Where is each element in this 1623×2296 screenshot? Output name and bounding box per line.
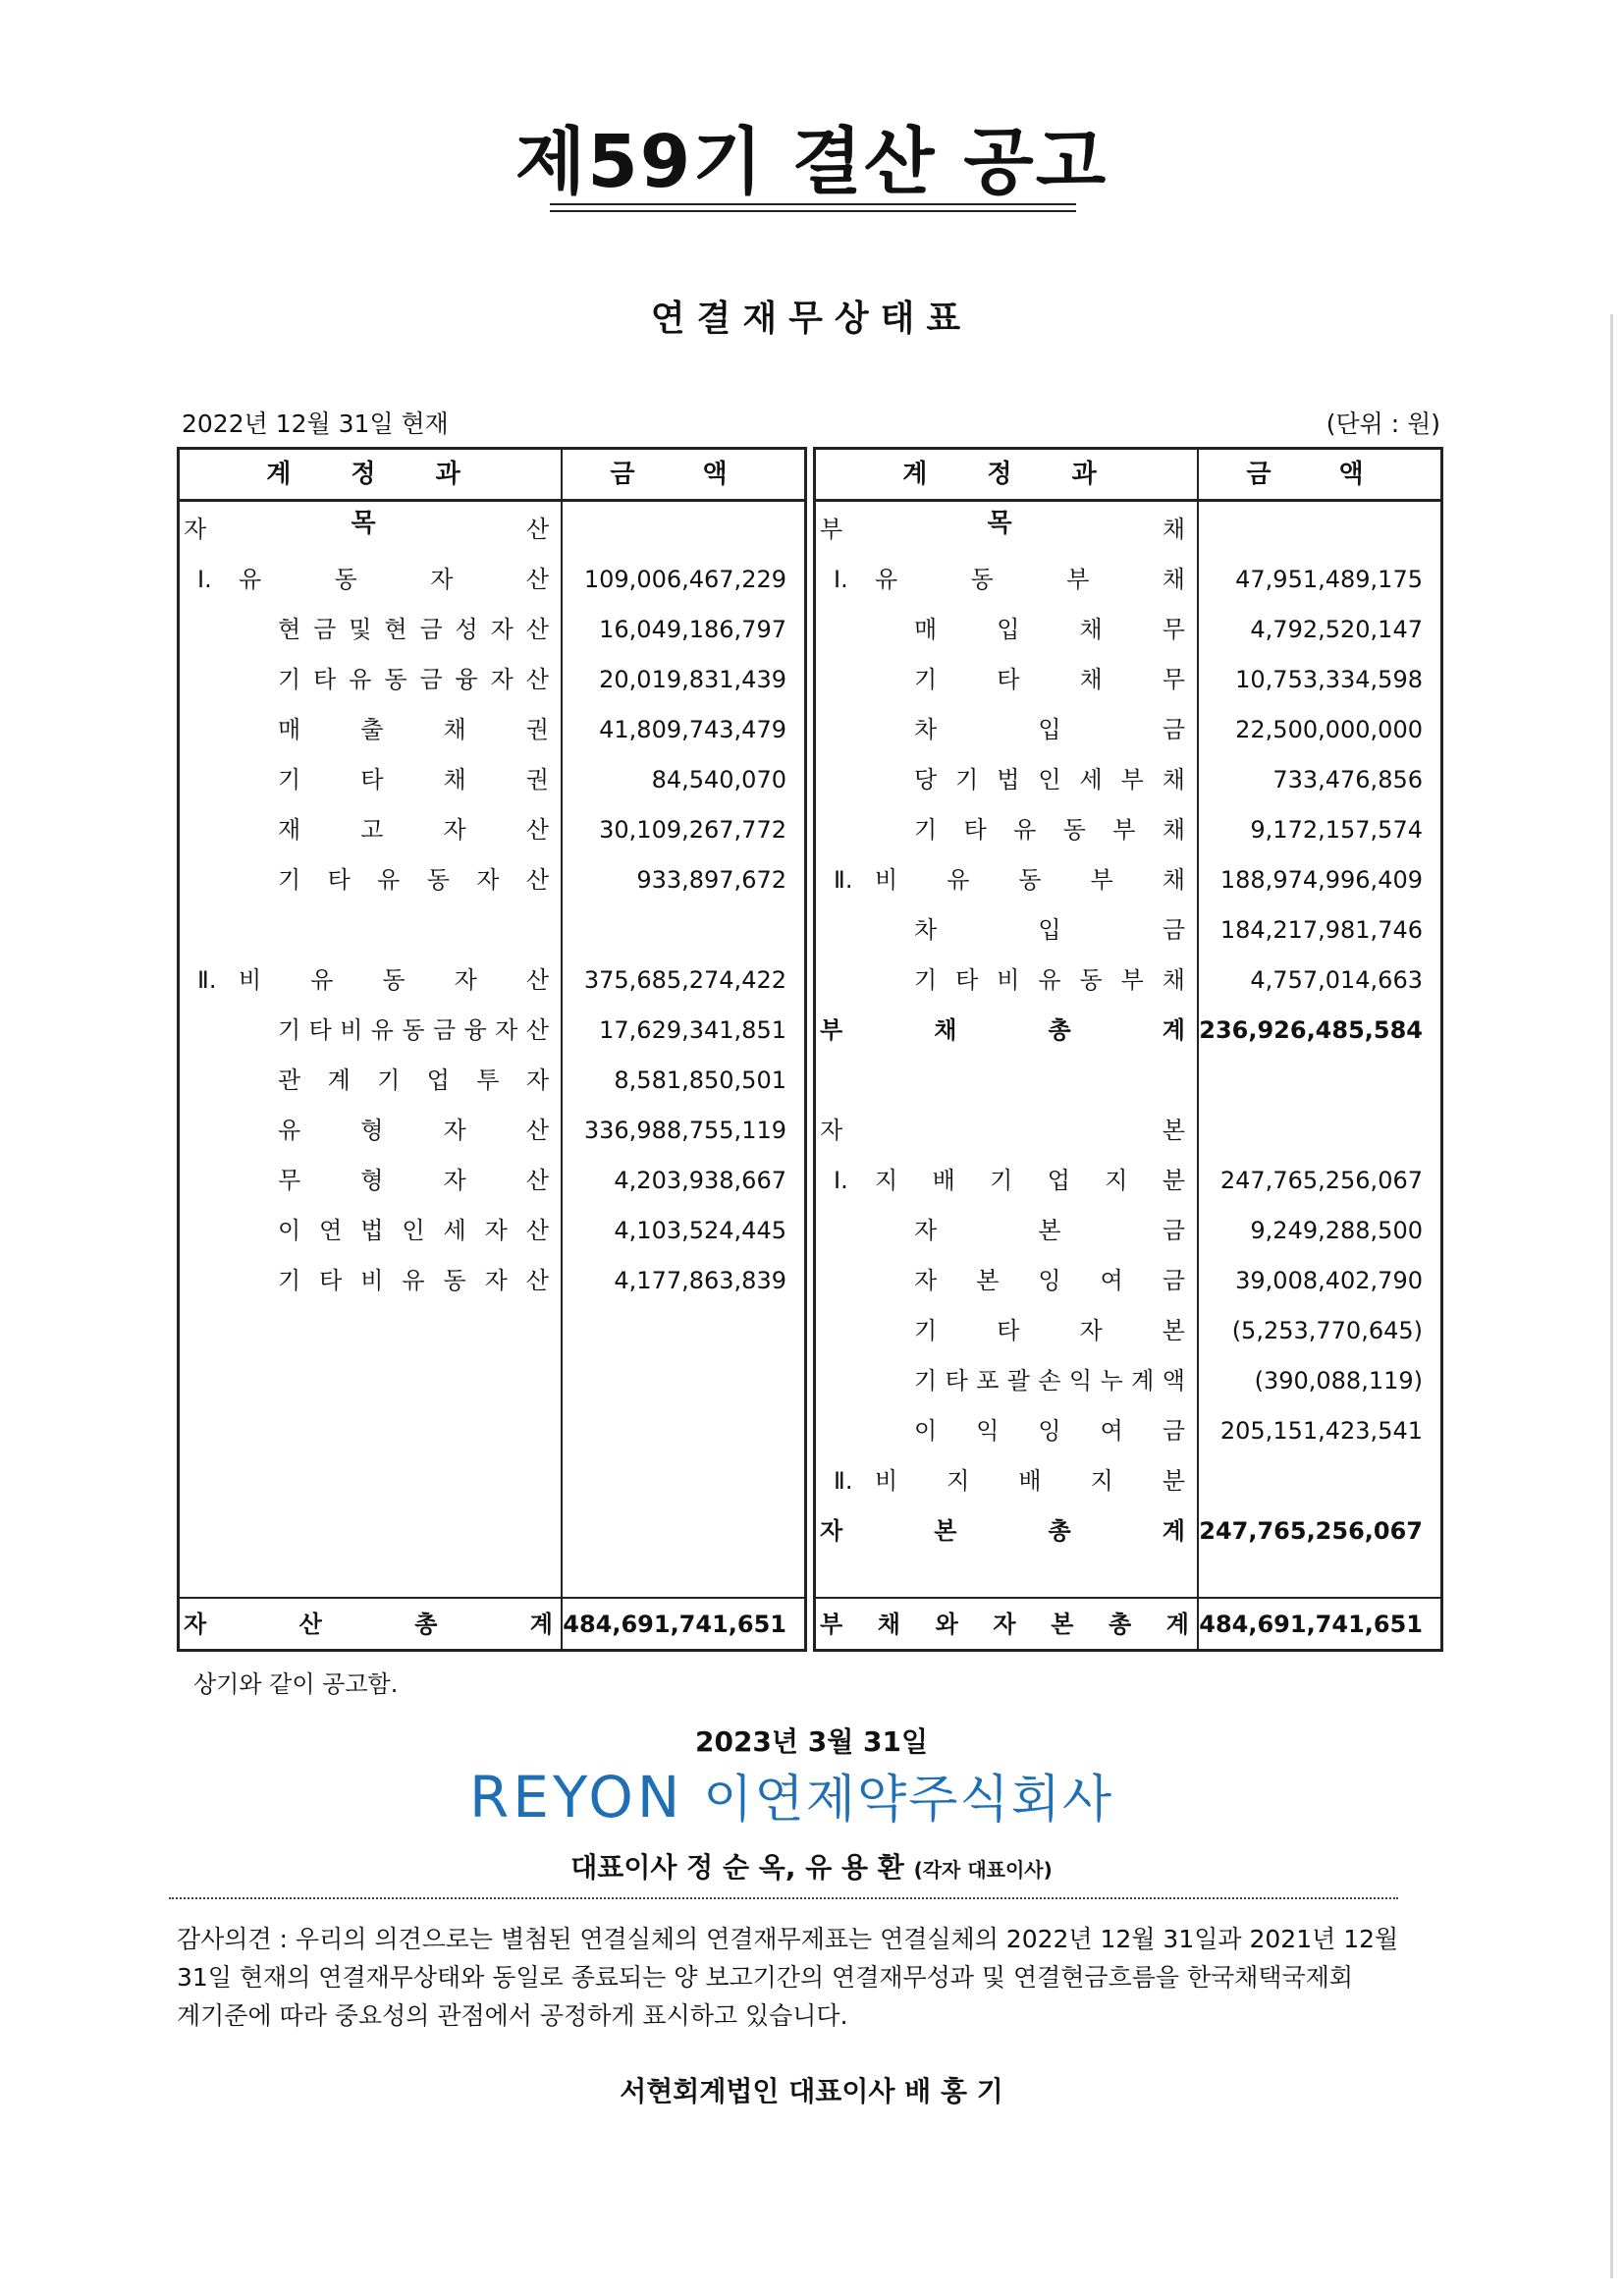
account-label: 관 계 기 업 투 자 — [278, 1066, 549, 1094]
account-label: 부 채 총 계 — [820, 1016, 1185, 1044]
account-label: 차 입 금 — [914, 716, 1185, 743]
account-label: 비 유 동 부 채 — [875, 866, 1185, 894]
account-label: 매 출 채 권 — [278, 716, 549, 743]
title-underline — [550, 203, 1076, 205]
roman-numeral: Ⅰ. — [197, 566, 212, 593]
amount-cell: 375,685,274,422 — [583, 966, 786, 994]
amount-cell: 4,203,938,667 — [614, 1167, 786, 1194]
table-row — [180, 705, 804, 755]
amount-cell: 4,792,520,147 — [1250, 616, 1423, 643]
table-row — [180, 1156, 804, 1206]
statement-title: 연결재무상태표 — [650, 299, 973, 339]
account-label: 자 본 잉 여 금 — [914, 1267, 1185, 1294]
amount-cell: 4,757,014,663 — [1250, 966, 1423, 994]
amount-cell: 39,008,402,790 — [1235, 1267, 1423, 1294]
account-label: 차 입 금 — [914, 916, 1185, 944]
amount-cell: 47,951,489,175 — [1235, 566, 1423, 593]
account-label: 유 동 부 채 — [875, 566, 1185, 593]
account-label: 무 형 자 산 — [278, 1167, 549, 1194]
total-divider — [180, 1597, 804, 1599]
amount-cell: 10,753,334,598 — [1235, 666, 1423, 693]
table-row — [180, 755, 804, 805]
account-label: 재 고 자 산 — [278, 816, 549, 844]
unit-label: (단위 : 원) — [1325, 410, 1440, 438]
ceo-note: (각자 대표이사) — [913, 1858, 1053, 1882]
amount-cell: 184,217,981,746 — [1219, 916, 1423, 944]
amount-cell: 109,006,467,229 — [583, 566, 786, 593]
amount-cell: 20,019,831,439 — [599, 666, 786, 693]
company-name: 이연제약주식회사 — [703, 1771, 1114, 1830]
table-row — [816, 1356, 1440, 1406]
account-label: 기 타 유 동 자 산 — [278, 866, 549, 894]
account-label: 부 채 — [820, 516, 1185, 543]
amount-cell: 933,897,672 — [636, 866, 786, 894]
table-row — [180, 655, 804, 705]
account-label: 자 본 총 계 — [820, 1517, 1185, 1545]
account-label: 비 지 배 지 분 — [875, 1467, 1185, 1495]
table-row — [816, 1206, 1440, 1256]
ceo-names: 대표이사 정 순 옥, 유 용 환 — [570, 1851, 904, 1884]
table-row — [816, 1256, 1440, 1306]
account-label: 기 타 유 동 부 채 — [914, 816, 1185, 844]
account-label: 매 입 채 무 — [914, 616, 1185, 643]
table-row — [816, 1106, 1440, 1156]
roman-numeral: Ⅰ. — [834, 566, 848, 593]
table-row — [816, 1306, 1440, 1356]
account-label: 기 타 비 유 동 자 산 — [278, 1267, 549, 1294]
account-label: 유 형 자 산 — [278, 1117, 549, 1144]
table-row — [816, 855, 1440, 905]
account-label: 비 유 동 자 산 — [239, 966, 549, 994]
amount-header: 금 액 — [1246, 460, 1393, 489]
table-row — [816, 605, 1440, 655]
amount-cell: 188,974,996,409 — [1219, 866, 1423, 894]
table-row — [816, 1006, 1440, 1056]
account-label: 자 산 — [184, 516, 549, 543]
table-row — [180, 805, 804, 855]
company-logo-en: REYON — [469, 1764, 684, 1831]
table-row — [180, 1256, 804, 1306]
account-label: 기 타 유 동 금 융 자 산 — [278, 666, 549, 693]
audit-opinion-line: 계기준에 따라 중요성의 관점에서 공정하게 표시하고 있습니다. — [177, 2001, 848, 2030]
table-row — [816, 1506, 1440, 1557]
account-label: 이 연 법 인 세 자 산 — [278, 1217, 549, 1244]
account-label: 기 타 자 본 — [914, 1317, 1185, 1344]
table-row — [180, 905, 804, 956]
table-row — [816, 805, 1440, 855]
account-label: 기 타 포 괄 손 익 누 계 액 — [914, 1367, 1185, 1394]
amount-cell: 4,103,524,445 — [614, 1217, 786, 1244]
roman-numeral: Ⅱ. — [834, 866, 853, 894]
amount-cell: 22,500,000,000 — [1235, 716, 1423, 743]
amount-cell: 247,765,256,067 — [1199, 1517, 1423, 1545]
table-row — [180, 1056, 804, 1106]
account-label: 자 본 금 — [914, 1217, 1185, 1244]
account-label: 기 타 비 유 동 부 채 — [914, 966, 1185, 994]
table-row — [180, 605, 804, 655]
table-row — [816, 705, 1440, 755]
liabilities-equity-total-row — [816, 1600, 1440, 1650]
roman-numeral: Ⅱ. — [834, 1467, 853, 1495]
table-row — [816, 1156, 1440, 1206]
amount-cell: 41,809,743,479 — [599, 716, 786, 743]
table-row — [816, 655, 1440, 705]
table-row — [816, 1456, 1440, 1506]
as-of-date: 2022년 12월 31일 현재 — [182, 410, 449, 438]
title-underline — [550, 210, 1076, 212]
publish-date: 2023년 3월 31일 — [694, 1725, 929, 1758]
table-row — [180, 555, 804, 605]
account-label: 기 타 채 무 — [914, 666, 1185, 693]
audit-opinion — [177, 1920, 1434, 2035]
amount-cell: 9,249,288,500 — [1250, 1217, 1423, 1244]
table-row — [816, 956, 1440, 1006]
amount-cell: 247,765,256,067 — [1219, 1167, 1423, 1194]
liabilities-equity-table — [813, 447, 1443, 1652]
amount-cell: (5,253,770,645) — [1231, 1317, 1423, 1344]
header-divider — [816, 499, 1440, 502]
amount-header: 금 액 — [610, 460, 757, 489]
page-title: 제59기 결산 공고 — [514, 120, 1109, 204]
assets-table — [177, 447, 807, 1652]
table-row — [180, 1206, 804, 1256]
company-logo — [469, 1758, 1114, 1831]
total-amount: 484,691,741,651 — [563, 1611, 786, 1638]
auditor-signature: 서현회계법인 대표이사 배 홍 기 — [620, 2075, 1003, 2107]
table-row — [180, 956, 804, 1006]
amount-cell: 9,172,157,574 — [1250, 816, 1423, 844]
total-label: 자 산 총 계 — [184, 1611, 553, 1638]
account-label: 기 타 비 유 동 금 융 자 산 — [278, 1016, 549, 1044]
dotted-separator — [169, 1897, 1398, 1899]
account-label: 당 기 법 인 세 부 채 — [914, 766, 1185, 793]
table-row — [180, 1106, 804, 1156]
table-row — [816, 755, 1440, 805]
amount-cell: 16,049,186,797 — [599, 616, 786, 643]
table-row — [816, 555, 1440, 605]
scan-edge — [1610, 314, 1613, 2278]
account-header: 계 정 과 목 — [902, 460, 1122, 538]
audit-opinion-line: 31일 현재의 연결재무상태와 동일로 종료되는 양 보고기간의 연결재무성과 및 연결현금흐름을 한국채택국제회 — [177, 1963, 1354, 1992]
amount-cell: 30,109,267,772 — [599, 816, 786, 844]
amount-cell: 236,926,485,584 — [1199, 1016, 1423, 1044]
total-amount: 484,691,741,651 — [1199, 1611, 1423, 1638]
ceo-line — [0, 1846, 1623, 1886]
account-label: 자 본 — [820, 1117, 1185, 1144]
amount-cell: 336,988,755,119 — [583, 1117, 786, 1144]
account-label: 이 익 잉 여 금 — [914, 1417, 1185, 1445]
amount-cell: 17,629,341,851 — [599, 1016, 786, 1044]
total-divider — [816, 1597, 1440, 1599]
account-label: 지 배 기 업 지 분 — [875, 1167, 1185, 1194]
header-divider — [180, 499, 804, 502]
announcement-note: 상기와 같이 공고함. — [193, 1670, 399, 1698]
amount-cell: 84,540,070 — [651, 766, 786, 793]
total-label: 부 채 와 자 본 총 계 — [820, 1611, 1189, 1638]
table-row — [816, 1406, 1440, 1456]
table-row — [180, 505, 804, 555]
account-label: 현 금 및 현 금 성 자 산 — [278, 616, 549, 643]
account-label: 기 타 채 권 — [278, 766, 549, 793]
amount-cell: 4,177,863,839 — [614, 1267, 786, 1294]
roman-numeral: Ⅰ. — [834, 1167, 848, 1194]
table-row — [180, 855, 804, 905]
amount-cell: 733,476,856 — [1272, 766, 1423, 793]
amount-cell: 8,581,850,501 — [614, 1066, 786, 1094]
table-row — [816, 905, 1440, 956]
assets-total-row — [180, 1600, 804, 1650]
table-row — [816, 505, 1440, 555]
roman-numeral: Ⅱ. — [197, 966, 217, 994]
account-header: 계 정 과 목 — [266, 460, 486, 538]
table-row — [816, 1056, 1440, 1106]
account-label: 유 동 자 산 — [239, 566, 549, 593]
audit-opinion-line: 감사의견 : 우리의 의견으로는 별첨된 연결실체의 연결재무제표는 연결실체의 2022년 12월 31일과 2021년 12월 — [177, 1925, 1399, 1953]
amount-cell: 205,151,423,541 — [1219, 1417, 1423, 1445]
amount-cell: (390,088,119) — [1254, 1367, 1423, 1394]
table-row — [180, 1006, 804, 1056]
